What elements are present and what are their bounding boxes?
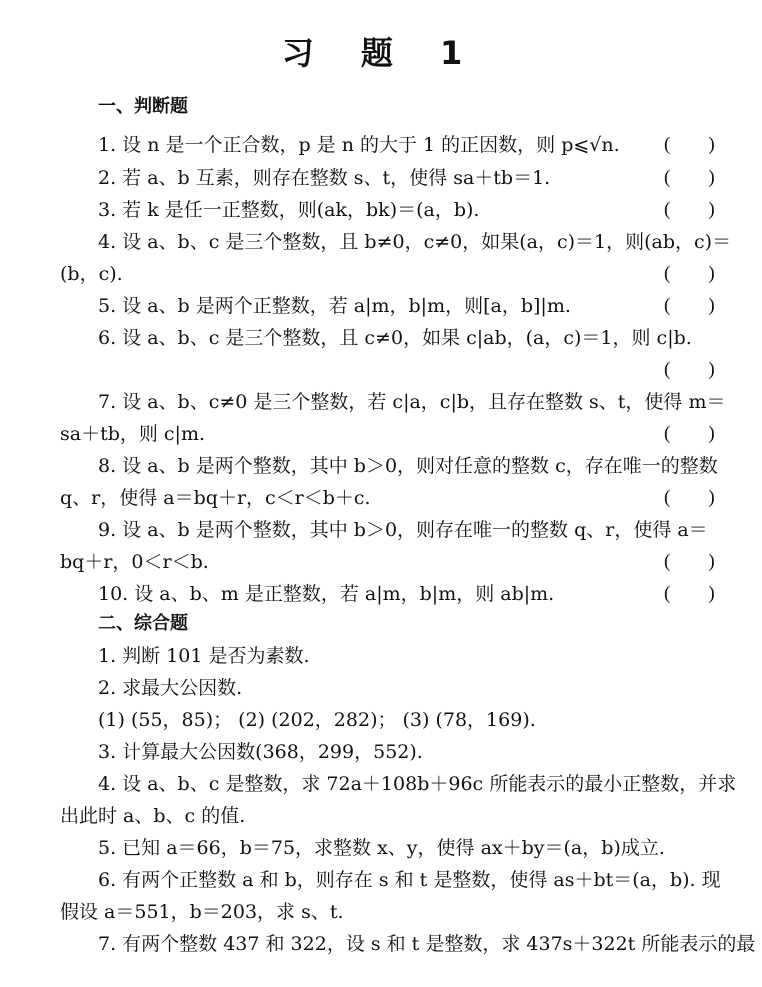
answer-paren-8: ( ) (664, 487, 715, 508)
comp-line-6: 出此时 a、b、c 的值. (60, 805, 246, 827)
answer-paren-9: ( ) (664, 551, 715, 572)
tf-item-4: 4. 设 a、b、c 是三个整数，且 b≠0，c≠0，如果(a，c)＝1，则(ab，c)＝ (98, 231, 732, 253)
comp-line-9: 假设 a＝551，b＝203，求 s、t. (60, 901, 344, 923)
comp-line-7: 5. 已知 a＝66，b＝75，求整数 x、y，使得 ax＋by＝(a，b)成立. (98, 837, 665, 859)
tf-item-7: 7. 设 a、b、c≠0 是三个整数，若 c|a，c|b，且存在整数 s、t，使得 m＝ (98, 391, 726, 413)
tf-item-4-cont: (b，c). (60, 263, 123, 285)
tf-item-8: 8. 设 a、b 是两个整数，其中 b＞0，则对任意的整数 c，存在唯一的整数 (98, 455, 718, 477)
tf-item-3: 3. 若 k 是任一正整数，则(ak，bk)＝(a，b). (98, 199, 480, 221)
comp-line-3: (1) (55，85)； (2) (202，282)； (3) (78，169). (98, 709, 536, 731)
tf-item-8-cont: q、r，使得 a＝bq＋r，c＜r＜b＋c. (60, 487, 371, 509)
tf-item-1: 1. 设 n 是一个正合数，p 是 n 的大于 1 的正因数，则 p⩽√n. (98, 134, 620, 156)
comp-line-8: 6. 有两个正整数 a 和 b，则存在 s 和 t 是整数，使得 as＋bt＝(a，b). 现 (98, 869, 721, 891)
comp-line-1: 1. 判断 101 是否为素数. (98, 645, 310, 667)
answer-paren-2: ( ) (664, 167, 715, 188)
tf-item-9: 9. 设 a、b 是两个整数，其中 b＞0，则存在唯一的整数 q、r，使得 a＝ (98, 519, 708, 541)
comp-line-2: 2. 求最大公因数. (98, 677, 243, 699)
answer-paren-7: ( ) (664, 423, 715, 444)
answer-paren-10: ( ) (664, 583, 715, 604)
answer-paren-4: ( ) (664, 263, 715, 284)
section2-heading: 二、综合题 (98, 613, 188, 634)
tf-item-2: 2. 若 a、b 互素，则存在整数 s、t，使得 sa＋tb＝1. (98, 167, 551, 189)
answer-paren-6: ( ) (664, 359, 715, 380)
page-title: 习 题 1 (281, 34, 481, 72)
comp-line-4: 3. 计算最大公因数(368，299，552). (98, 741, 423, 763)
tf-item-6: 6. 设 a、b、c 是三个整数，且 c≠0，如果 c|ab，(a，c)＝1，则 c|b. (98, 327, 692, 349)
tf-item-9-cont: bq＋r，0＜r＜b. (60, 551, 209, 573)
section1-heading: 一、判断题 (98, 96, 188, 117)
answer-paren-5: ( ) (664, 295, 715, 316)
answer-paren-1: ( ) (664, 134, 715, 155)
tf-item-5: 5. 设 a、b 是两个正整数，若 a|m，b|m，则[a，b]|m. (98, 295, 571, 317)
comp-line-10: 7. 有两个整数 437 和 322，设 s 和 t 是整数，求 437s＋322t 所能表示的最 (98, 933, 756, 955)
answer-paren-3: ( ) (664, 199, 715, 220)
tf-item-7-cont: sa＋tb，则 c|m. (60, 423, 206, 445)
comp-line-5: 4. 设 a、b、c 是整数，求 72a＋108b＋96c 所能表示的最小正整数，并求 (98, 773, 737, 795)
tf-item-10: 10. 设 a、b、m 是正整数，若 a|m，b|m，则 ab|m. (98, 583, 555, 605)
